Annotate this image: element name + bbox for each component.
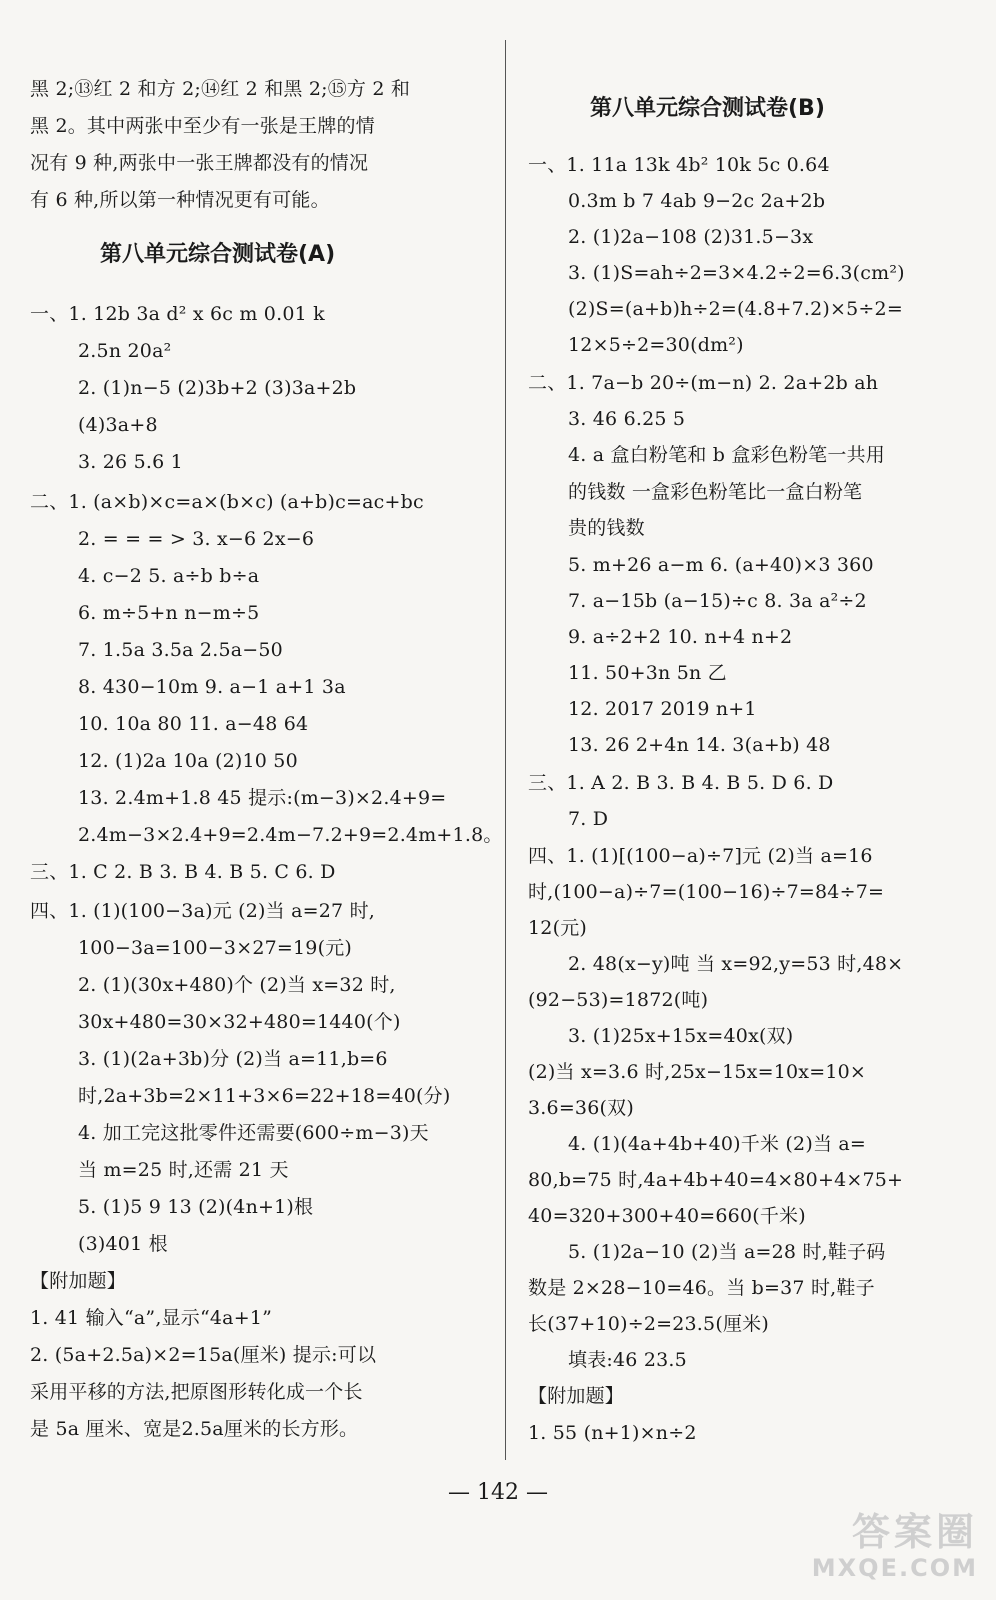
answer-line: 三、1. C 2. B 3. B 4. B 5. C 6. D xyxy=(30,861,336,883)
answer-line: 当 m=25 时,还需 21 天 xyxy=(78,1159,289,1181)
answer-line: 一、1. 12b 3a d² x 6c m 0.01 k xyxy=(30,303,325,325)
answer-line: 2. (1)(30x+480)个 (2)当 x=32 时, xyxy=(78,974,396,996)
answer-line: 5. (1)2a−10 (2)当 a=28 时,鞋子码 xyxy=(568,1241,886,1263)
column-divider xyxy=(505,40,506,1460)
answer-line: 3. (1)25x+15x=40x(双) xyxy=(568,1025,794,1047)
answer-line: 3. (1)(2a+3b)分 (2)当 a=11,b=6 xyxy=(78,1048,388,1070)
watermark-url: MXQE.COM xyxy=(811,1554,978,1582)
answer-line: 13. 2.4m+1.8 45 提示:(m−3)×2.4+9= xyxy=(78,787,447,809)
answer-line: (3)401 根 xyxy=(78,1233,168,1255)
answer-line: 12. (1)2a 10a (2)10 50 xyxy=(78,750,298,772)
answer-line: 3. 26 5.6 1 xyxy=(78,451,183,473)
answer-line: 1. 55 (n+1)×n÷2 xyxy=(528,1422,697,1444)
page-number: — 142 — xyxy=(448,1480,548,1505)
answer-line: (4)3a+8 xyxy=(78,414,158,436)
answer-line: 7. D xyxy=(568,808,609,830)
answer-line: 2. = = = > 3. x−6 2x−6 xyxy=(78,528,315,550)
answer-line: 40=320+300+40=660(千米) xyxy=(528,1205,806,1227)
answer-line: 5. (1)5 9 13 (2)(4n+1)根 xyxy=(78,1196,314,1218)
watermark-logo xyxy=(812,1510,978,1582)
answer-line: 三、1. A 2. B 3. B 4. B 5. D 6. D xyxy=(528,772,834,794)
answer-line: 四、1. (1)[(100−a)÷7]元 (2)当 a=16 xyxy=(528,845,873,867)
answer-line: 11. 50+3n 5n 乙 xyxy=(568,662,727,684)
section-title-b: 第八单元综合测试卷(B) xyxy=(590,96,825,121)
answer-line: 4. (1)(4a+4b+40)千米 (2)当 a= xyxy=(568,1133,867,1155)
answer-line: 2. (1)n−5 (2)3b+2 (3)3a+2b xyxy=(78,377,357,399)
section-title-a: 第八单元综合测试卷(A) xyxy=(100,242,336,267)
answer-line: 4. 加工完这批零件还需要(600÷m−3)天 xyxy=(78,1122,429,1144)
answer-line: 二、1. (a×b)×c=a×(b×c) (a+b)c=ac+bc xyxy=(30,491,424,513)
answer-line: 9. a÷2+2 10. n+4 n+2 xyxy=(568,626,793,648)
answer-line: 2. 48(x−y)吨 当 x=92,y=53 时,48× xyxy=(568,953,904,975)
answer-line: 时,2a+3b=2×11+3×6=22+18=40(分) xyxy=(78,1085,451,1107)
answer-line: 的钱数 一盒彩色粉笔比一盒白粉笔 xyxy=(568,481,863,503)
answer-line: 12. 2017 2019 n+1 xyxy=(568,698,757,720)
answer-line: 5. m+26 a−m 6. (a+40)×3 360 xyxy=(568,554,874,576)
bonus-heading: 【附加题】 xyxy=(528,1385,625,1407)
answer-line: 数是 2×28−10=46。当 b=37 时,鞋子 xyxy=(528,1277,875,1299)
intro-line: 有 6 种,所以第一种情况更有可能。 xyxy=(30,189,330,211)
answer-line: (92−53)=1872(吨) xyxy=(528,989,709,1011)
intro-line: 黑 2;⑬红 2 和方 2;⑭红 2 和黑 2;⑮方 2 和 xyxy=(30,78,411,100)
answer-line: 4. c−2 5. a÷b b÷a xyxy=(78,565,260,587)
answer-line: 2. (5a+2.5a)×2=15a(厘米) 提示:可以 xyxy=(30,1344,377,1366)
answer-line: 12(元) xyxy=(528,917,588,939)
intro-line: 黑 2。其中两张中至少有一张是王牌的情 xyxy=(30,115,375,137)
answer-line: 7. 1.5a 3.5a 2.5a−50 xyxy=(78,639,283,661)
answer-line: (2)S=(a+b)h÷2=(4.8+7.2)×5÷2= xyxy=(568,298,903,320)
answer-line: 6. m÷5+n n−m÷5 xyxy=(78,602,260,624)
answer-line: 10. 10a 80 11. a−48 64 xyxy=(78,713,309,735)
answer-line: 长(37+10)÷2=23.5(厘米) xyxy=(528,1313,769,1335)
answer-line: 3. (1)S=ah÷2=3×4.2÷2=6.3(cm²) xyxy=(568,262,905,284)
answer-line: 1. 41 输入“a”,显示“4a+1” xyxy=(30,1307,273,1329)
answer-line: 3.6=36(双) xyxy=(528,1097,634,1119)
answer-line: 30x+480=30×32+480=1440(个) xyxy=(78,1011,401,1033)
answer-line: 12×5÷2=30(dm²) xyxy=(568,334,744,356)
answer-line: 3. 46 6.25 5 xyxy=(568,408,686,430)
answer-line: 100−3a=100−3×27=19(元) xyxy=(78,937,353,959)
answer-line: 四、1. (1)(100−3a)元 (2)当 a=27 时, xyxy=(30,900,376,922)
answer-line: 13. 26 2+4n 14. 3(a+b) 48 xyxy=(568,734,831,756)
answer-line: 二、1. 7a−b 20÷(m−n) 2. 2a+2b ah xyxy=(528,372,879,394)
answer-line: 贵的钱数 xyxy=(568,517,645,539)
answer-line: 80,b=75 时,4a+4b+40=4×80+4×75+ xyxy=(528,1169,904,1191)
answer-line: 一、1. 11a 13k 4b² 10k 5c 0.64 xyxy=(528,154,830,176)
watermark-text: 答案圈 xyxy=(851,1510,978,1554)
answer-line: 4. a 盒白粉笔和 b 盒彩色粉笔一共用 xyxy=(568,444,885,466)
bonus-heading: 【附加题】 xyxy=(30,1270,127,1292)
answer-line: 采用平移的方法,把原图形转化成一个长 xyxy=(30,1381,363,1403)
answer-line: 0.3m b 7 4ab 9−2c 2a+2b xyxy=(568,190,826,212)
answer-line: 2.5n 20a² xyxy=(78,340,172,362)
answer-line: 2.4m−3×2.4+9=2.4m−7.2+9=2.4m+1.8。 xyxy=(78,824,503,846)
answer-line: 时,(100−a)÷7=(100−16)÷7=84÷7= xyxy=(528,881,885,903)
answer-line: 2. (1)2a−108 (2)31.5−3x xyxy=(568,226,814,248)
answer-line: 填表:46 23.5 xyxy=(568,1349,687,1371)
answer-line: 7. a−15b (a−15)÷c 8. 3a a²÷2 xyxy=(568,590,867,612)
answer-line: 是 5a 厘米、宽是2.5a厘米的长方形。 xyxy=(30,1418,359,1440)
answer-line: 8. 430−10m 9. a−1 a+1 3a xyxy=(78,676,346,698)
answer-line: (2)当 x=3.6 时,25x−15x=10x=10× xyxy=(528,1061,867,1083)
intro-line: 况有 9 种,两张中一张王牌都没有的情况 xyxy=(30,152,369,174)
